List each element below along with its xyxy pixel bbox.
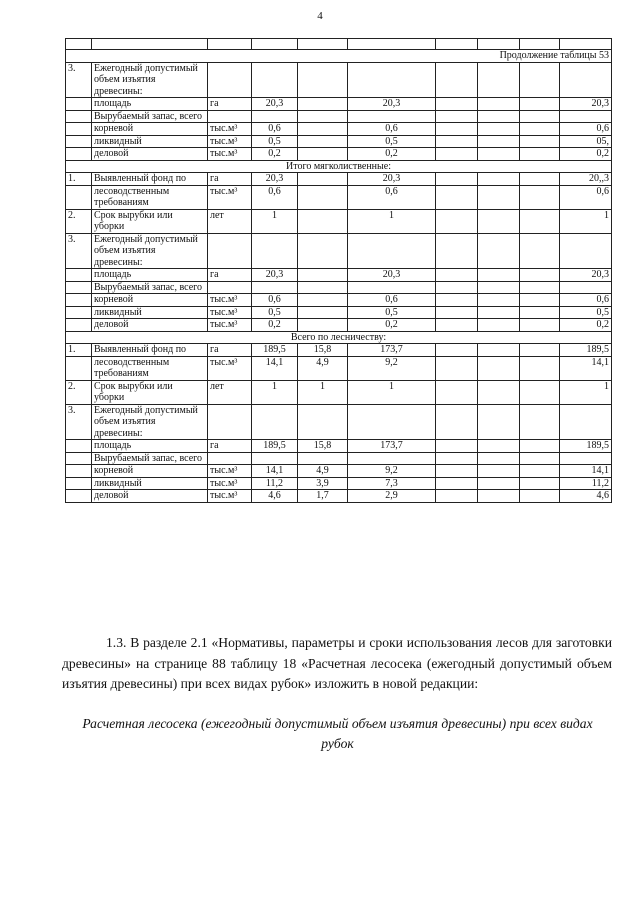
value-cell: 0,6 (348, 294, 436, 307)
value-cell (478, 269, 520, 282)
value-cell (520, 135, 560, 148)
section-row (66, 160, 612, 173)
value-cell: 20,,3 (560, 173, 612, 186)
row-unit (208, 233, 252, 269)
value-cell: 1 (252, 209, 298, 233)
row-number (66, 135, 92, 148)
row-number: 2. (66, 209, 92, 233)
value-cell: 0,6 (252, 123, 298, 136)
row-label: корневой (92, 465, 208, 478)
value-cell: 9,2 (348, 356, 436, 380)
row-unit (208, 404, 252, 440)
row-unit: тыс.м³ (208, 490, 252, 503)
value-cell (520, 98, 560, 111)
value-cell: 20,3 (348, 269, 436, 282)
value-cell (520, 477, 560, 490)
row-label: Ежегодный допустимый объем изъятия древесины: (92, 404, 208, 440)
row-label: Выявленный фонд по (92, 344, 208, 357)
row-label: Выявленный фонд по (92, 173, 208, 186)
row-unit (208, 110, 252, 123)
table-row (66, 269, 612, 282)
row-unit: лет (208, 380, 252, 404)
row-number (66, 185, 92, 209)
value-cell (478, 233, 520, 269)
value-cell (348, 281, 436, 294)
value-cell (436, 135, 478, 148)
value-cell (298, 294, 348, 307)
value-cell (436, 306, 478, 319)
value-cell (520, 380, 560, 404)
row-unit: тыс.м³ (208, 465, 252, 478)
value-cell (478, 306, 520, 319)
table-row (66, 281, 612, 294)
value-cell: 0,2 (348, 148, 436, 161)
value-cell (298, 209, 348, 233)
row-number (66, 123, 92, 136)
value-cell: 05, (560, 135, 612, 148)
value-cell (298, 233, 348, 269)
value-cell: 4,9 (298, 356, 348, 380)
value-cell (348, 452, 436, 465)
row-label: Вырубаемый запас, всего (92, 452, 208, 465)
value-cell (520, 440, 560, 453)
value-cell (520, 233, 560, 269)
value-cell: 11,2 (252, 477, 298, 490)
page-number: 4 (317, 10, 323, 22)
value-cell (560, 404, 612, 440)
value-cell: 15,8 (298, 344, 348, 357)
table-row (66, 173, 612, 186)
value-cell (436, 209, 478, 233)
row-label: корневой (92, 294, 208, 307)
value-cell: 1 (560, 380, 612, 404)
value-cell: 189,5 (252, 440, 298, 453)
value-cell (298, 98, 348, 111)
value-cell (520, 306, 560, 319)
value-cell: 20,3 (560, 98, 612, 111)
value-cell (298, 404, 348, 440)
section-row (66, 331, 612, 344)
table-row (66, 98, 612, 111)
value-cell: 1 (298, 380, 348, 404)
value-cell: 14,1 (252, 356, 298, 380)
value-cell: 20,3 (252, 269, 298, 282)
row-unit: тыс.м³ (208, 306, 252, 319)
value-cell (436, 62, 478, 98)
value-cell (478, 356, 520, 380)
value-cell (478, 148, 520, 161)
value-cell: 4,9 (298, 465, 348, 478)
value-cell (478, 452, 520, 465)
table-row (66, 294, 612, 307)
value-cell (478, 185, 520, 209)
value-cell (298, 269, 348, 282)
row-number (66, 465, 92, 478)
row-unit: га (208, 98, 252, 111)
value-cell (298, 452, 348, 465)
row-number: 3. (66, 62, 92, 98)
value-cell (348, 62, 436, 98)
value-cell (478, 294, 520, 307)
row-number (66, 356, 92, 380)
value-cell: 15,8 (298, 440, 348, 453)
section-heading: Итого мягколиственные: (66, 160, 612, 173)
value-cell (520, 319, 560, 332)
value-cell: 0,6 (560, 185, 612, 209)
value-cell: 1 (348, 209, 436, 233)
value-cell: 9,2 (348, 465, 436, 478)
value-cell (298, 135, 348, 148)
value-cell: 20,3 (252, 173, 298, 186)
row-unit: лет (208, 209, 252, 233)
value-cell: 14,1 (252, 465, 298, 478)
row-number: 3. (66, 233, 92, 269)
value-cell: 11,2 (560, 477, 612, 490)
row-unit (208, 62, 252, 98)
table-row (66, 123, 612, 136)
row-label: Вырубаемый запас, всего (92, 110, 208, 123)
value-cell: 0,2 (560, 319, 612, 332)
value-cell (478, 465, 520, 478)
value-cell (252, 404, 298, 440)
value-cell: 4,6 (560, 490, 612, 503)
row-unit: тыс.м³ (208, 123, 252, 136)
value-cell: 20,3 (560, 269, 612, 282)
value-cell (520, 148, 560, 161)
value-cell (436, 452, 478, 465)
value-cell: 0,6 (252, 294, 298, 307)
row-label: корневой (92, 123, 208, 136)
row-label: лесоводственным требованиям (92, 356, 208, 380)
row-number (66, 281, 92, 294)
value-cell (560, 452, 612, 465)
value-cell: 14,1 (560, 356, 612, 380)
value-cell (520, 185, 560, 209)
value-cell: 7,3 (348, 477, 436, 490)
table-row (66, 465, 612, 478)
value-cell: 189,5 (560, 344, 612, 357)
value-cell (436, 344, 478, 357)
row-unit: тыс.м³ (208, 294, 252, 307)
value-cell (560, 62, 612, 98)
value-cell (298, 306, 348, 319)
row-number (66, 440, 92, 453)
row-label: Ежегодный допустимый объем изъятия древесины: (92, 62, 208, 98)
row-label: ликвидный (92, 477, 208, 490)
value-cell: 0,6 (348, 123, 436, 136)
value-cell (436, 440, 478, 453)
value-cell (478, 490, 520, 503)
forest-table (65, 38, 612, 503)
value-cell (252, 281, 298, 294)
table-row (66, 148, 612, 161)
row-number (66, 110, 92, 123)
value-cell: 20,3 (252, 98, 298, 111)
value-cell (478, 98, 520, 111)
value-cell (520, 173, 560, 186)
value-cell: 20,3 (348, 173, 436, 186)
value-cell (436, 404, 478, 440)
value-cell (478, 135, 520, 148)
value-cell (436, 490, 478, 503)
value-cell (520, 404, 560, 440)
table-caption: Расчетная лесосека (ежегодный допустимый объем изъятия древесины) при всех видах рубок (82, 716, 593, 751)
value-cell (436, 233, 478, 269)
value-cell: 1,7 (298, 490, 348, 503)
value-cell: 3,9 (298, 477, 348, 490)
row-number: 2. (66, 380, 92, 404)
value-cell (478, 477, 520, 490)
value-cell: 173,7 (348, 344, 436, 357)
row-label: Срок вырубки или уборки (92, 380, 208, 404)
value-cell (478, 319, 520, 332)
value-cell (436, 123, 478, 136)
section-heading: Всего по лесничеству: (66, 331, 612, 344)
value-cell (252, 62, 298, 98)
row-label: Вырубаемый запас, всего (92, 281, 208, 294)
table-row (66, 319, 612, 332)
table-row (66, 344, 612, 357)
value-cell (436, 148, 478, 161)
value-cell (478, 173, 520, 186)
value-cell (520, 344, 560, 357)
row-number (66, 294, 92, 307)
value-cell (520, 62, 560, 98)
row-unit: тыс.м³ (208, 356, 252, 380)
value-cell (478, 62, 520, 98)
value-cell (298, 319, 348, 332)
value-cell: 1 (560, 209, 612, 233)
row-label: деловой (92, 490, 208, 503)
row-label: площадь (92, 440, 208, 453)
row-unit (208, 281, 252, 294)
value-cell (298, 281, 348, 294)
value-cell (478, 281, 520, 294)
row-number (66, 319, 92, 332)
value-cell: 1 (252, 380, 298, 404)
row-label: деловой (92, 148, 208, 161)
value-cell: 20,3 (348, 98, 436, 111)
row-unit: тыс.м³ (208, 319, 252, 332)
table-row (66, 209, 612, 233)
continuation-label: Продолжение таблицы 53 (66, 50, 612, 63)
value-cell (436, 319, 478, 332)
row-label: ликвидный (92, 306, 208, 319)
value-cell: 4,6 (252, 490, 298, 503)
row-unit: га (208, 344, 252, 357)
row-unit: тыс.м³ (208, 135, 252, 148)
value-cell (520, 356, 560, 380)
row-number (66, 490, 92, 503)
value-cell (436, 380, 478, 404)
row-unit: га (208, 173, 252, 186)
value-cell (520, 281, 560, 294)
row-unit (208, 452, 252, 465)
row-number: 1. (66, 344, 92, 357)
value-cell (436, 294, 478, 307)
value-cell: 0,6 (560, 294, 612, 307)
value-cell: 0,2 (560, 148, 612, 161)
value-cell (478, 404, 520, 440)
table-row (66, 135, 612, 148)
value-cell (348, 110, 436, 123)
value-cell (520, 294, 560, 307)
value-cell (436, 465, 478, 478)
value-cell (348, 233, 436, 269)
row-number: 1. (66, 173, 92, 186)
value-cell (478, 209, 520, 233)
value-cell (436, 281, 478, 294)
row-label: деловой (92, 319, 208, 332)
table-row (66, 477, 612, 490)
value-cell (298, 173, 348, 186)
value-cell: 189,5 (560, 440, 612, 453)
value-cell: 0,5 (252, 135, 298, 148)
value-cell (478, 344, 520, 357)
value-cell (520, 110, 560, 123)
table-row (66, 404, 612, 440)
value-cell (560, 233, 612, 269)
value-cell (436, 173, 478, 186)
value-cell (520, 465, 560, 478)
value-cell: 0,5 (348, 135, 436, 148)
table-row (66, 490, 612, 503)
table-body (66, 39, 612, 503)
value-cell: 0,6 (348, 185, 436, 209)
value-cell: 0,5 (348, 306, 436, 319)
value-cell (436, 185, 478, 209)
value-cell (520, 209, 560, 233)
value-cell (436, 356, 478, 380)
value-cell (478, 380, 520, 404)
amendment-paragraph: 1.3. В разделе 2.1 «Нормативы, параметры и сроки использования лесов для заготовки древесины» на странице 88 таблицу 18 «Расчетная лесосека (ежегодный допустимый объем изъятия древесины) при всех видах рубок» изложить в новой редакции: (62, 635, 612, 691)
value-cell (348, 404, 436, 440)
row-unit: тыс.м³ (208, 185, 252, 209)
row-number (66, 98, 92, 111)
value-cell (478, 440, 520, 453)
row-unit: тыс.м³ (208, 477, 252, 490)
value-cell (520, 269, 560, 282)
table-row (66, 356, 612, 380)
table-header-blank-row (66, 39, 612, 50)
value-cell: 0,2 (348, 319, 436, 332)
row-number (66, 452, 92, 465)
value-cell: 0,2 (252, 148, 298, 161)
row-label: Срок вырубки или уборки (92, 209, 208, 233)
value-cell (252, 110, 298, 123)
row-label: ликвидный (92, 135, 208, 148)
value-cell: 1 (348, 380, 436, 404)
value-cell (436, 477, 478, 490)
value-cell (298, 185, 348, 209)
value-cell: 189,5 (252, 344, 298, 357)
continuation-row (66, 50, 612, 63)
table-row (66, 110, 612, 123)
row-number (66, 148, 92, 161)
value-cell (436, 269, 478, 282)
value-cell: 0,5 (560, 306, 612, 319)
row-number (66, 306, 92, 319)
row-unit: тыс.м³ (208, 148, 252, 161)
value-cell: 2,9 (348, 490, 436, 503)
value-cell (520, 452, 560, 465)
value-cell (436, 110, 478, 123)
value-cell: 0,6 (252, 185, 298, 209)
table-row (66, 380, 612, 404)
value-cell (560, 281, 612, 294)
row-unit: га (208, 440, 252, 453)
row-label: лесоводственным требованиям (92, 185, 208, 209)
value-cell (298, 148, 348, 161)
row-label: площадь (92, 98, 208, 111)
value-cell (298, 123, 348, 136)
value-cell: 0,5 (252, 306, 298, 319)
value-cell (298, 110, 348, 123)
value-cell: 0,6 (560, 123, 612, 136)
value-cell: 173,7 (348, 440, 436, 453)
row-unit: га (208, 269, 252, 282)
value-cell (436, 98, 478, 111)
value-cell: 0,2 (252, 319, 298, 332)
row-label: площадь (92, 269, 208, 282)
value-cell (520, 123, 560, 136)
value-cell: 14,1 (560, 465, 612, 478)
value-cell (520, 490, 560, 503)
table-row (66, 185, 612, 209)
value-cell (478, 123, 520, 136)
table-row (66, 233, 612, 269)
table-row (66, 62, 612, 98)
value-cell (298, 62, 348, 98)
row-number: 3. (66, 404, 92, 440)
value-cell (252, 233, 298, 269)
value-cell (560, 110, 612, 123)
table-row (66, 306, 612, 319)
row-number (66, 477, 92, 490)
table-row (66, 440, 612, 453)
row-number (66, 269, 92, 282)
table-row (66, 452, 612, 465)
value-cell (252, 452, 298, 465)
row-label: Ежегодный допустимый объем изъятия древесины: (92, 233, 208, 269)
value-cell (478, 110, 520, 123)
